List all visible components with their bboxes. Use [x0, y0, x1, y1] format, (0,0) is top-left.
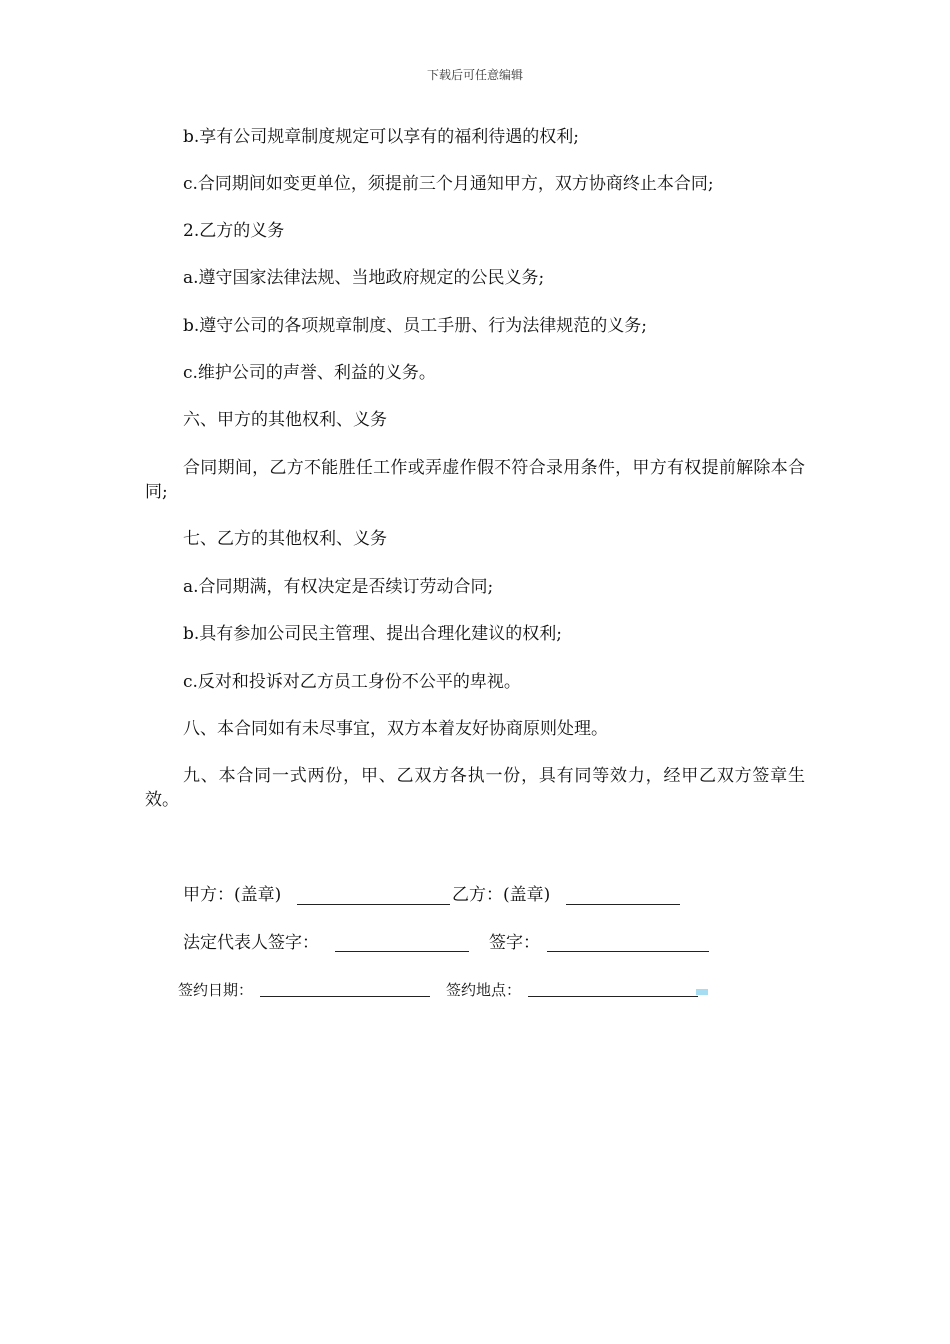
- legal-rep-signature-label: 法定代表人签字：: [183, 933, 319, 953]
- paragraph-obey-law: a.遵守国家法律法规、当地政府规定的公民义务;: [183, 268, 545, 288]
- paragraph-complaint-right: c.反对和投诉对乙方员工身份不公平的卑视。: [183, 672, 521, 692]
- party-a-seal-blank[interactable]: [297, 904, 450, 905]
- section-six-heading: 六、甲方的其他权利、义务: [183, 410, 387, 430]
- sign-date-label: 签约日期：: [178, 981, 254, 999]
- paragraph-obey-rules: b.遵守公司的各项规章制度、员工手册、行为法律规范的义务;: [183, 316, 648, 336]
- header-note: 下载后可任意编辑: [426, 68, 523, 82]
- party-b-seal-blank[interactable]: [566, 904, 680, 905]
- paragraph-termination-clause: 合同期间，乙方不能胜任工作或弄虚作假不符合录用条件，甲方有权提前解除本合同;: [145, 458, 805, 502]
- section-nine-clause: 九、本合同一式两份，甲、乙双方各执一份，具有同等效力，经甲乙双方签章生效。: [145, 766, 805, 810]
- sign-date-blank[interactable]: [260, 996, 430, 997]
- paragraph-welfare-right: b.享有公司规章制度规定可以享有的福利待遇的权利;: [183, 127, 580, 147]
- signature-label: 签字：: [489, 933, 540, 953]
- sign-place-label: 签约地点：: [446, 981, 522, 999]
- text-cursor-highlight: [696, 989, 708, 995]
- sign-place-blank[interactable]: [528, 996, 698, 997]
- section-seven-heading: 七、乙方的其他权利、义务: [183, 529, 387, 549]
- section-party-b-obligations: 2.乙方的义务: [183, 221, 285, 241]
- paragraph-protect-reputation: c.维护公司的声誉、利益的义务。: [183, 363, 436, 383]
- party-a-seal-label: 甲方：(盖章): [183, 885, 282, 905]
- paragraph-change-employer: c.合同期间如变更单位，须提前三个月通知甲方，双方协商终止本合同;: [183, 174, 714, 194]
- signature-blank[interactable]: [547, 951, 709, 952]
- paragraph-renewal-right: a.合同期满，有权决定是否续订劳动合同;: [183, 577, 494, 597]
- paragraph-participation-right: b.具有参加公司民主管理、提出合理化建议的权利;: [183, 624, 563, 644]
- legal-rep-signature-blank[interactable]: [335, 951, 469, 952]
- section-eight-clause: 八、本合同如有未尽事宜，双方本着友好协商原则处理。: [183, 719, 608, 739]
- party-b-seal-label: 乙方：(盖章): [452, 885, 551, 905]
